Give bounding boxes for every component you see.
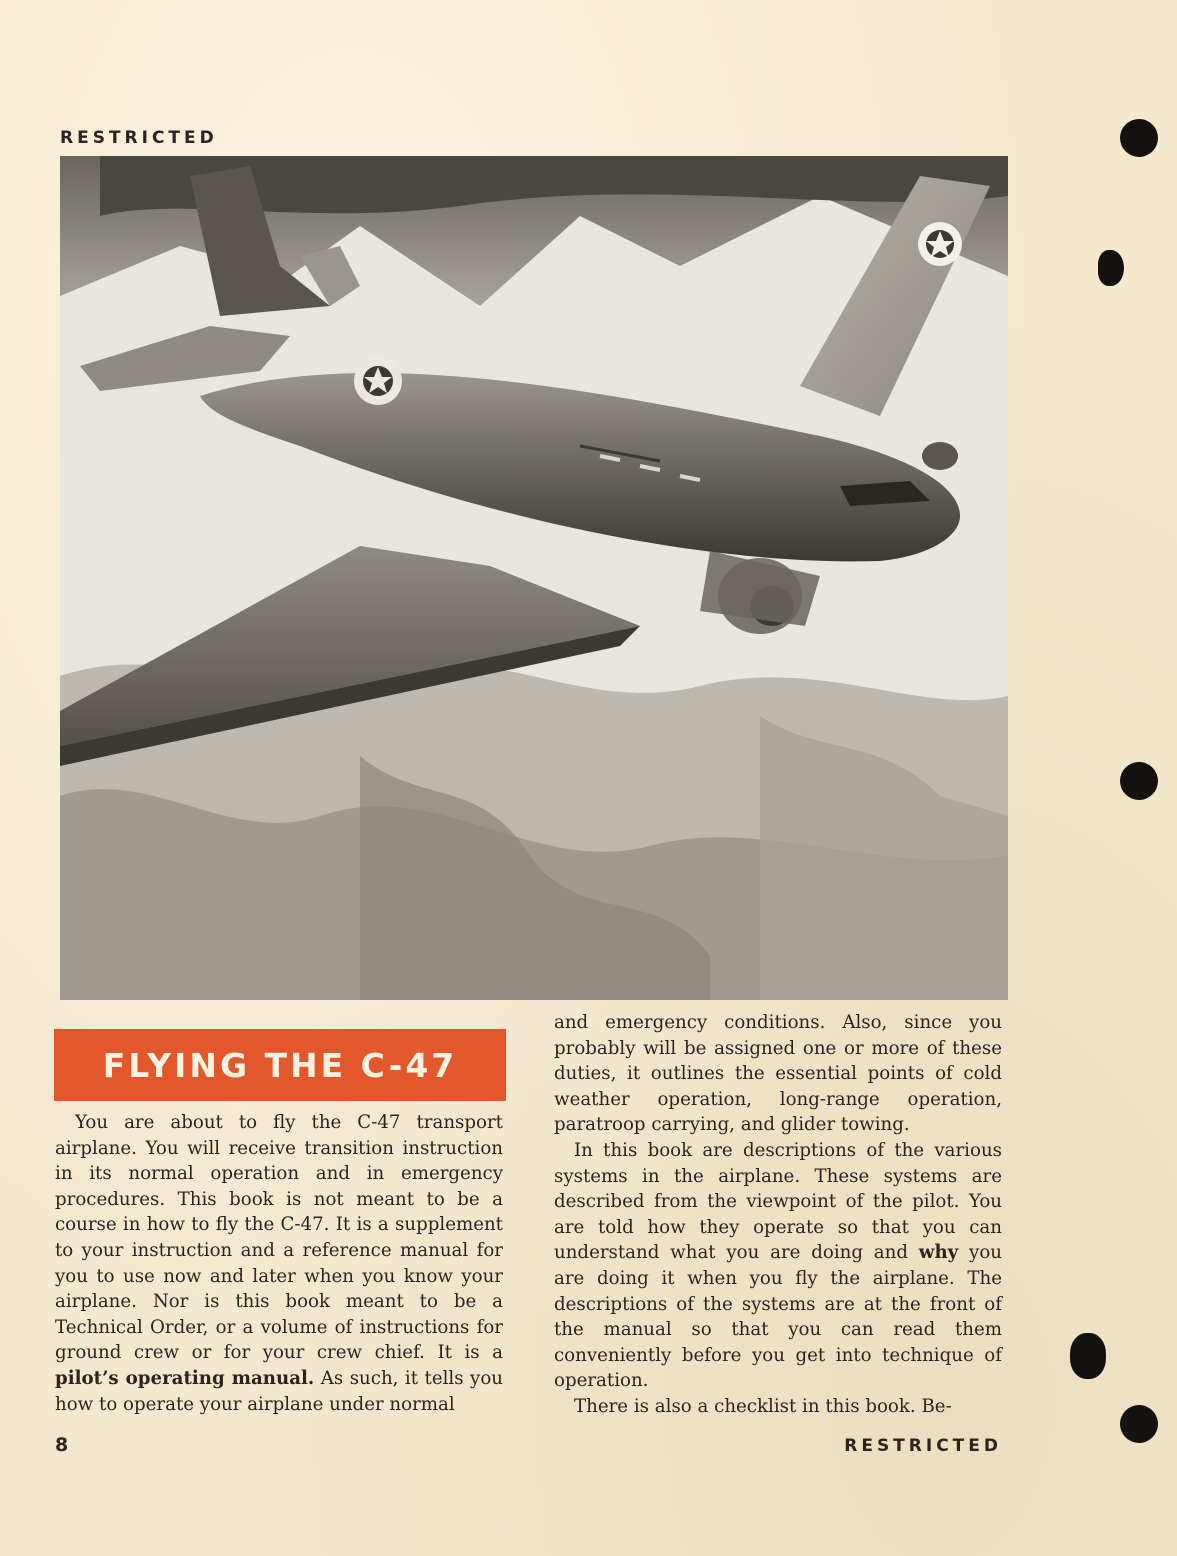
section-title: FLYING THE C-47 (102, 1045, 458, 1085)
right-column (554, 1010, 1002, 1420)
right-p2-bold: why (918, 1242, 959, 1264)
header-classification: RESTRICTED (60, 128, 218, 148)
left-paragraph-1 (55, 1110, 503, 1417)
left-p1-text-b: As such, it tells you how to operate your airplane under normal (55, 1367, 503, 1415)
right-p2-text-a: In this book are descriptions of the various systems in the airplane. These systems are described from the viewpoint of the pilot. You are told how they operate so that you can understand what you are doing and (554, 1139, 1002, 1264)
right-paragraph-2 (554, 1138, 1002, 1394)
left-p1-bold: pilot’s operating manual. (55, 1367, 315, 1389)
binder-hole-lower (1070, 1333, 1106, 1379)
left-p1-text-a: You are about to fly the C-47 transport airplane. You will receive transition instruction in its normal operation and in emergency procedures. This book is not meant to be a course in how to fly the C-47. It is a supplement to your instruction and a reference manual for you to use now and later when you know your airplane. Nor is this book meant to be a Technical Order, or a volume of instructions for ground crew or for your crew chief. It is a (55, 1112, 503, 1364)
page-number: 8 (55, 1434, 69, 1456)
binder-hole-bottom (1120, 1405, 1158, 1443)
airplane-illustration (60, 156, 1008, 1000)
footer-classification: RESTRICTED (844, 1436, 1002, 1456)
left-column (55, 1110, 503, 1417)
right-p2-text-b: you are doing it when you fly the airplane. The descriptions of the systems are at the front of the manual so that you can read them conveniently before you get into technique of operation. (554, 1242, 1002, 1392)
binder-hole-torn (1098, 250, 1124, 286)
right-paragraph-3: There is also a checklist in this book. Be- (574, 1395, 952, 1417)
right-paragraph-1: and emergency conditions. Also, since you probably will be assigned one or more of these duties, it outlines the essential points of cold weather operation, long-range operation, paratroop carrying, and glider towing. (554, 1012, 1002, 1136)
binder-hole-top (1120, 119, 1158, 157)
section-title-banner (54, 1029, 506, 1101)
binder-hole-middle (1120, 762, 1158, 800)
